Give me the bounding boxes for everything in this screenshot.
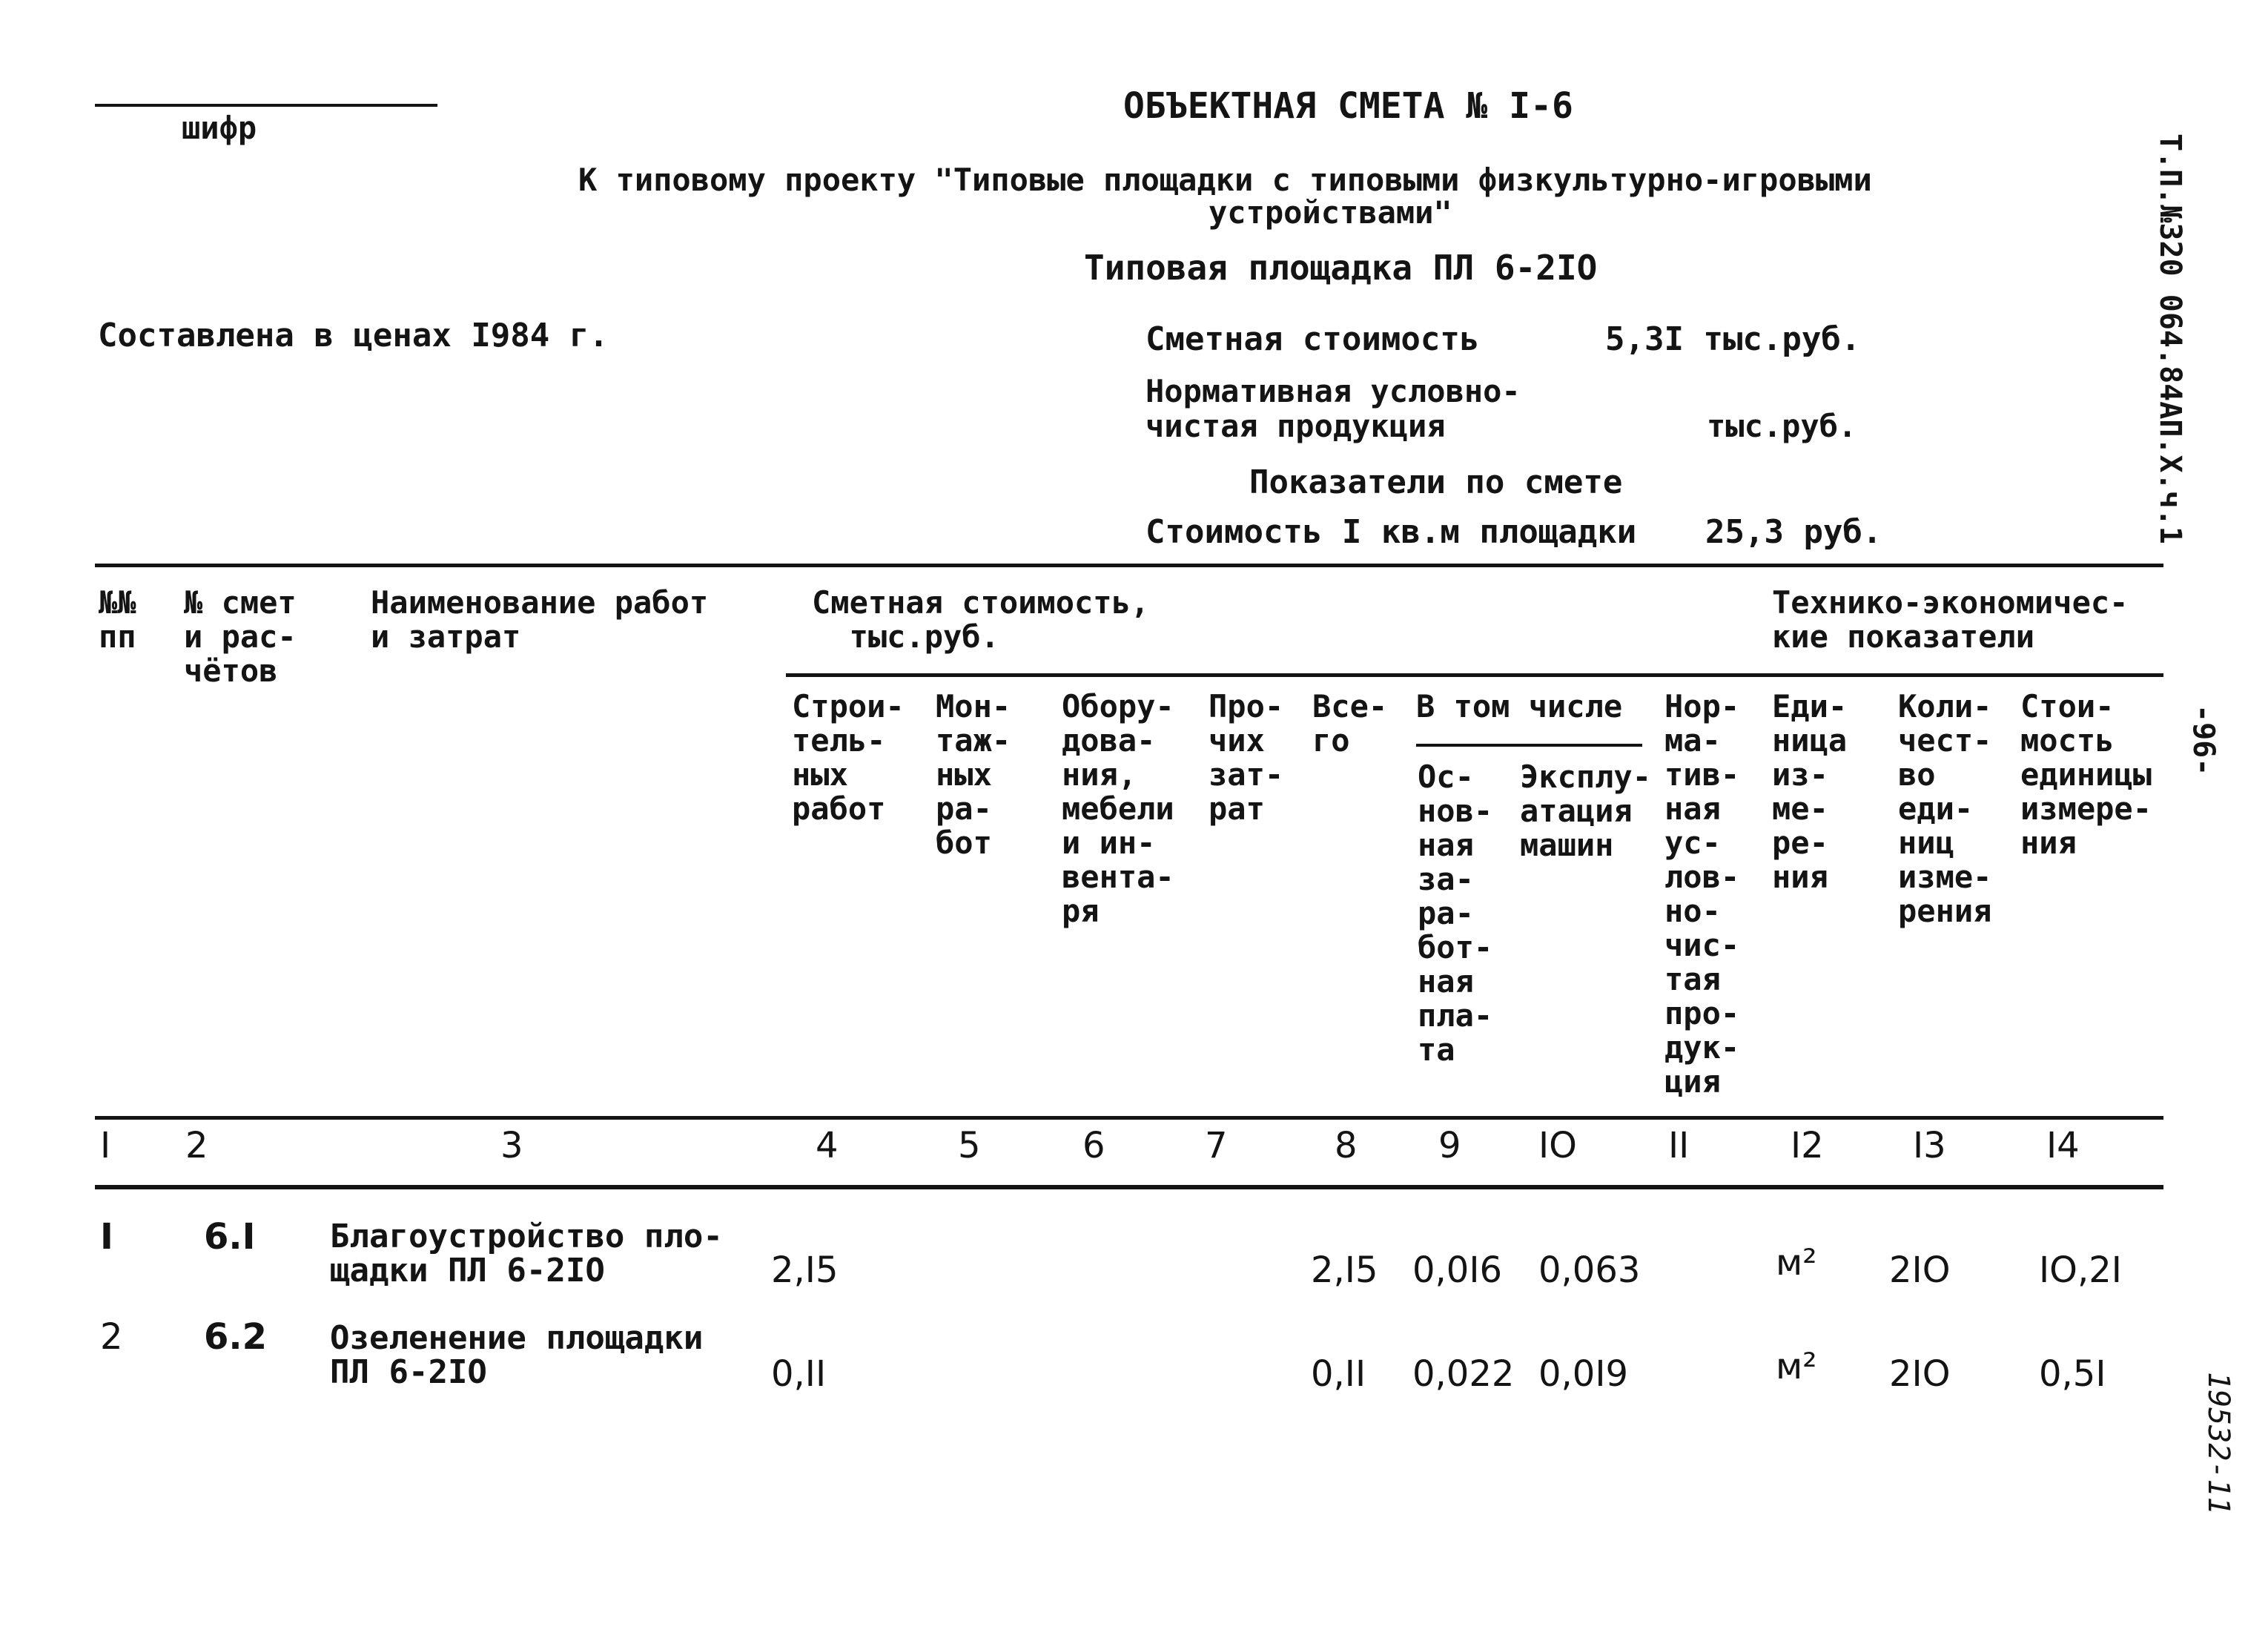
header-other: Про- чих зат- рат <box>1209 688 1284 827</box>
header-installation: Мон- таж- ных ра- бот <box>936 688 1011 861</box>
table-top-rule <box>95 564 2163 567</box>
colnum-10: IO <box>1538 1125 1577 1166</box>
colnum-3: 3 <box>500 1125 523 1166</box>
row-2-machine: 0,0I9 <box>1538 1353 1629 1395</box>
colnum-2: 2 <box>185 1125 208 1166</box>
header-estimated-cost: Сметная стоимость, тыс.руб. <box>812 584 1150 655</box>
colnum-14: I4 <box>2046 1125 2080 1166</box>
cipher-label: шифр <box>182 110 257 146</box>
cost-per-m2-label: Стоимость I кв.м площадки <box>1145 513 1637 551</box>
header-unit: Еди- ница из- ме- ре- ния <box>1772 688 1848 895</box>
colnum-5: 5 <box>958 1125 981 1166</box>
colnum-4: 4 <box>816 1125 839 1166</box>
row-1-construction: 2,I5 <box>771 1249 839 1291</box>
header-work-name: Наименование работ и затрат <box>371 584 709 655</box>
header-machine-operation: Эксплу- атация машин <box>1520 759 1652 863</box>
header-bottom-rule <box>95 1116 2163 1120</box>
row-1-code: 6.I <box>204 1216 256 1258</box>
colnum-7: 7 <box>1205 1125 1228 1166</box>
incl-rule <box>1416 744 1642 747</box>
row-2-quantity: 2IO <box>1889 1353 1951 1395</box>
normative-label-1: Нормативная условно- <box>1145 373 1521 409</box>
row-2-pp: 2 <box>100 1316 123 1358</box>
colnum-12: I2 <box>1791 1125 1824 1166</box>
header-estimate-no: № смет и рас- чётов <box>184 584 297 689</box>
row-1-base-salary: 0,0I6 <box>1412 1249 1503 1291</box>
project-line-2: устройствами" <box>1209 194 1452 231</box>
row-2-base-salary: 0,022 <box>1412 1353 1515 1395</box>
colnum-13: I3 <box>1913 1125 1946 1166</box>
colnum-1: I <box>100 1125 111 1166</box>
row-1-name: Благоустройство пло- щадки ПЛ 6-2IO <box>330 1218 723 1289</box>
header-total: Все- го <box>1312 688 1388 759</box>
header-tech-indicators: Технико-экономичес- кие показатели <box>1772 584 2129 655</box>
estimated-cost-label: Сметная стоимость <box>1145 320 1480 358</box>
colnum-11: II <box>1668 1125 1690 1166</box>
row-1-pp: I <box>100 1216 113 1258</box>
side-document-code: Т.П.№320 064.84АП.Х.ч.1 <box>2153 133 2187 544</box>
colnum-9: 9 <box>1438 1125 1461 1166</box>
prices-basis: Составлена в ценах I984 г. <box>98 317 609 354</box>
numbers-bottom-rule <box>95 1185 2163 1189</box>
header-quantity: Коли- чест- во еди- ниц изме- рения <box>1898 688 1992 929</box>
row-1-unit-cost: IO,2I <box>2039 1249 2122 1291</box>
normative-label-2: чистая продукция <box>1145 408 1446 444</box>
header-base-salary: Ос- нов- ная за- ра- бот- ная пла- та <box>1418 759 1493 1068</box>
cipher-line <box>95 104 437 107</box>
row-1-quantity: 2IO <box>1889 1249 1951 1291</box>
estimated-cost-value: 5,3I тыс.руб. <box>1605 320 1861 358</box>
header-construction: Строи- тель- ных работ <box>792 688 905 827</box>
row-2-unit-cost: 0,5I <box>2039 1353 2106 1395</box>
row-2-name: Озеленение площадки ПЛ 6-2IO <box>330 1319 704 1391</box>
header-unit-cost: Стои- мость единицы измере- ния <box>2020 688 2152 861</box>
row-1-total: 2,I5 <box>1311 1249 1378 1291</box>
indicators-title: Показатели по смете <box>1249 463 1623 501</box>
header-including: В том числе <box>1416 688 1623 724</box>
row-2-code: 6.2 <box>204 1316 268 1358</box>
project-line-1: К типовому проекту "Типовые площадки с типовыми физкультурно-игровыми <box>578 162 1872 198</box>
header-equipment: Обору- дова- ния, мебели и ин- вента- ря <box>1062 688 1174 929</box>
row-2-total: 0,II <box>1311 1353 1366 1395</box>
cost-per-m2-value: 25,3 руб. <box>1705 513 1882 551</box>
row-1-unit: м² <box>1776 1242 1817 1284</box>
page-number: -96- <box>2186 704 2221 776</box>
header-pp: №№ пп <box>99 584 136 655</box>
site-name: Типовая площадка ПЛ 6-2IO <box>1084 248 1598 288</box>
bottom-archive-code: 19532-11 <box>2201 1372 2235 1515</box>
subheader-rule <box>786 673 2163 677</box>
row-2-unit: м² <box>1776 1346 1817 1387</box>
row-2-construction: 0,II <box>771 1353 827 1395</box>
row-1-machine: 0,063 <box>1538 1249 1641 1291</box>
normative-value: тыс.руб. <box>1707 408 1857 444</box>
colnum-6: 6 <box>1082 1125 1105 1166</box>
header-normative-product: Нор- ма- тив- ная ус- лов- но- чис- тая про- дук- ция <box>1664 688 1740 1100</box>
document-title: ОБЪЕКТНАЯ СМЕТА № I-6 <box>1123 85 1573 127</box>
colnum-8: 8 <box>1335 1125 1358 1166</box>
